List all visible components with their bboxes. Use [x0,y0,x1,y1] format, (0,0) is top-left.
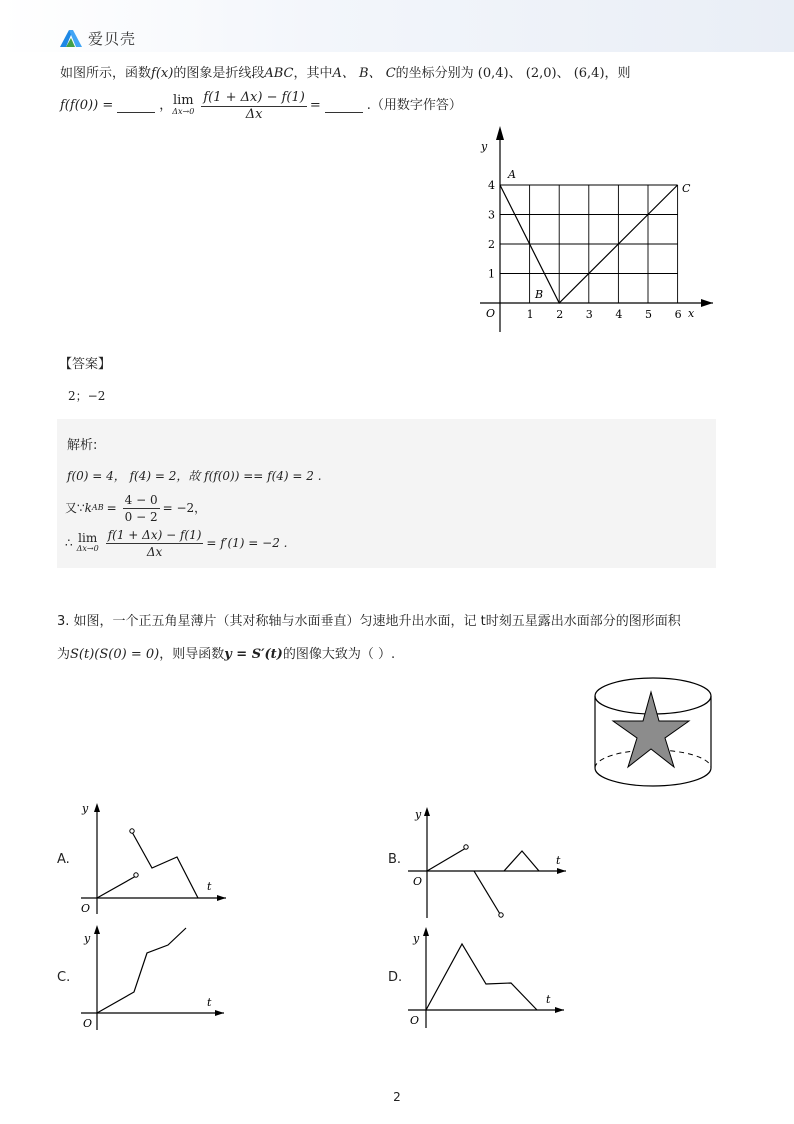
lim-text: lim [78,531,98,545]
y-axis-arrow-icon [423,927,429,936]
option-d-label[interactable]: D. [388,970,403,985]
y-axis-arrow-icon [94,803,100,812]
point-label-c: C [682,182,691,195]
y-axis-label: y [413,932,420,945]
answer-heading: 【答案】 [59,357,112,372]
point-label-a: A [508,168,516,181]
lim-sub: Δx→0 [172,107,195,116]
lim-sub: Δx→0 [76,544,99,553]
open-point [130,829,134,833]
q2-text: ，则 [604,66,631,81]
q2-func: f(x) [151,66,174,81]
option-c-graph[interactable] [76,920,236,1032]
x-tick-label: 3 [585,308,593,321]
analysis-fraction [106,527,204,560]
q2-ff0: f(f(0)) = [60,98,114,113]
t-axis-label: t [207,996,212,1009]
open-point [464,845,468,849]
origin-label: O [83,1017,93,1030]
y-axis-label: y [415,808,422,821]
curve-segment [97,928,186,1013]
analysis-eq: = [106,501,117,515]
slope-fraction [123,492,160,525]
option-b-graph[interactable] [404,804,574,920]
origin-label: O [81,902,91,915]
y-axis-arrow-icon [424,807,430,816]
abc-graph [470,120,720,340]
y-axis-arrow-icon [496,126,504,140]
frac-num: f(1 + Δx) − f(1) [107,527,202,542]
curve-segment [474,871,500,914]
curve-segment [427,848,466,871]
y-tick-label: 1 [488,267,495,281]
option-c-label[interactable]: C. [57,970,71,985]
water-surface-dashed [595,750,711,768]
x-tick-label: 4 [615,308,623,321]
origin-label: O [413,875,423,888]
y-tick-labels [488,179,495,281]
q3-line2 [57,645,395,665]
q2-text: 的图象是折线段 [173,66,265,81]
y-axis-label: y [84,932,91,945]
y-axis-arrow-icon [94,925,100,934]
q2-text: ，其中 [293,66,333,81]
y-tick-label: 2 [488,238,495,251]
q2-line2 [60,89,462,123]
analysis-line2 [65,490,206,526]
slope-sub: AB [91,503,104,512]
t-axis-label: t [207,880,212,893]
curve-segment [504,851,539,871]
x-tick-labels [527,308,682,321]
option-b-label[interactable]: B. [388,852,402,867]
analysis-text: = −2， [162,501,207,515]
q2-sep: ， [159,98,173,113]
q2-points: A、 B、 C [332,66,396,81]
x-tick-label: 5 [645,308,652,321]
frac-num: f(1 + Δx) − f(1) [203,89,305,105]
curve-segment [426,944,537,1010]
y-tick-label: 3 [488,208,495,222]
t-axis-label: t [556,854,561,867]
option-d-graph[interactable] [404,922,574,1032]
star-cylinder-figure [588,670,720,798]
t-axis-arrow-icon [215,1010,224,1016]
q2-text: 的坐标分别为 [395,66,474,81]
x-tick-label: 1 [526,308,534,321]
cylinder-bottom [595,768,711,786]
y-axis-label: y [481,140,488,153]
x-tick-label: 6 [674,308,682,321]
q3-func: y = S′(t) [224,647,283,662]
frac-num: 4 − 0 [124,492,158,507]
x-axis-label: x [688,307,695,320]
lim-text: lim [172,93,194,108]
brand-logo [58,27,136,49]
q2-fraction [201,90,307,123]
answer-blank-1[interactable] [117,100,155,113]
analysis-text: = f′(1) = −2 . [206,536,288,550]
analysis-title: 解析: [67,438,98,453]
brand-name: 爱贝壳 [88,29,137,48]
open-point [499,913,503,917]
frac-den: Δx [146,544,163,559]
open-point [134,873,138,877]
t-axis-arrow-icon [555,1007,564,1013]
answer-blank-2[interactable] [325,100,363,113]
q2-text: 如图所示，函数 [60,66,152,81]
analysis-text: 又∵ [65,501,85,515]
q3-expr: S(t)(S(0) = 0) [70,647,160,662]
curve-segment [97,876,136,898]
answer-value: 2；−2 [68,389,106,403]
t-axis-arrow-icon [217,895,226,901]
point-label-b: B [535,288,544,301]
frac-den: Δx [245,106,263,122]
therefore-symbol: ∴ [65,536,73,550]
x-tick-label: 2 [556,308,564,321]
origin-label: O [410,1014,420,1027]
y-axis-label: y [82,802,89,815]
option-a-label[interactable]: A. [57,852,70,867]
q2-eq: = [309,98,321,113]
brand-logo-icon [58,28,84,48]
q2-line1 [60,64,631,84]
option-a-graph[interactable] [76,800,236,915]
q2-limit [172,95,194,117]
t-axis-arrow-icon [557,868,566,874]
curve-segment [132,832,198,898]
star-icon [613,692,689,767]
y-tick-label: 4 [488,179,495,192]
q2-text: .（用数字作答） [366,98,462,113]
slope-k: k [84,501,92,515]
q3-line1: 3. 如图，一个正五角星薄片（其对称轴与水面垂直）匀速地升出水面，记 t时刻五星露出水面部分的图形面积 [57,614,681,629]
q3-text: 的图像大致为（ ）. [282,647,396,662]
graph-grid [500,185,678,303]
q2-coords: (0,4)、 (2,0)、 (6,4) [477,66,605,81]
q3-text: ，则导函数 [159,647,225,662]
analysis-line1: f(0) = 4， f(4) = 2，故 f(f(0)) == f(4) = 2 . [67,469,322,483]
analysis-limit [77,532,99,554]
q3-text: 为 [57,647,71,662]
t-axis-label: t [546,993,551,1006]
x-axis-arrow-icon [701,299,713,307]
frac-den: 0 − 2 [124,509,158,524]
analysis-line3 [65,526,287,560]
origin-label: O [486,307,496,320]
page-number: 2 [393,1090,401,1104]
q2-abc: ABC [264,66,294,81]
